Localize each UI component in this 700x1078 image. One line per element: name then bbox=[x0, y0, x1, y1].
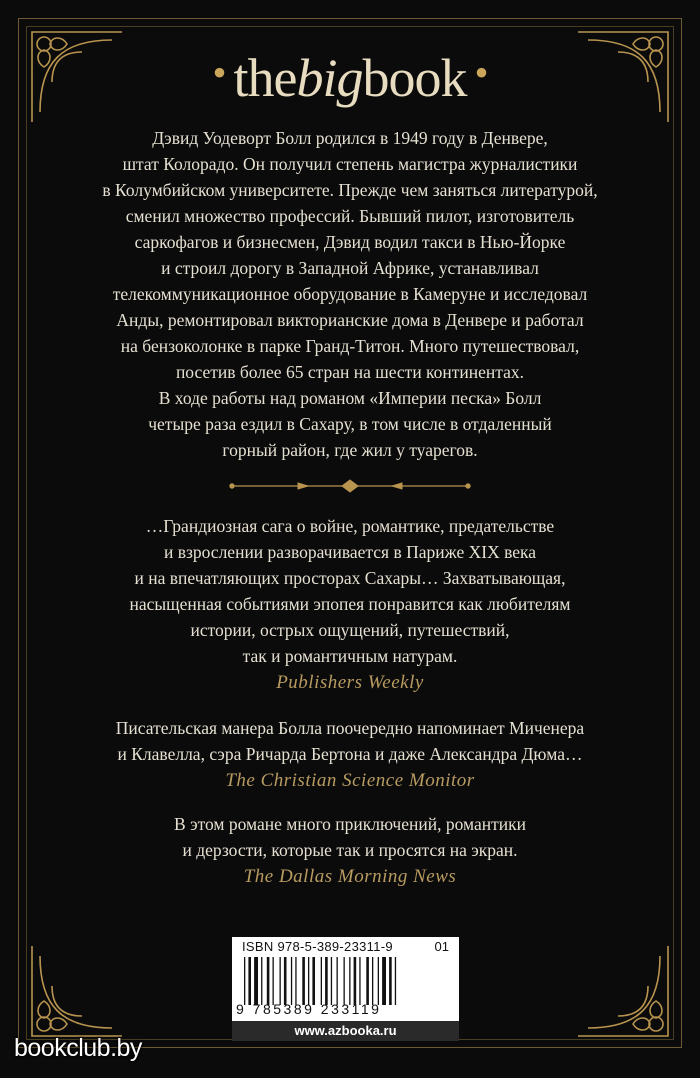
logo-big: big bbox=[296, 48, 363, 108]
barcode-digits: 9 785389 233119 bbox=[236, 1001, 382, 1017]
bio-line: четыре раза ездил в Сахару, в том числе в отдаленный bbox=[148, 414, 552, 434]
quote-line: В этом романе много приключений, романтики bbox=[174, 814, 526, 834]
bio-line: и строил дорогу в Западной Африке, устанавливал bbox=[161, 258, 539, 278]
corner-ornament-icon bbox=[568, 936, 678, 1046]
corner-ornament-icon bbox=[22, 936, 132, 1046]
quote-line: …Грандиозная сага о войне, романтике, предательстве bbox=[145, 516, 555, 536]
isbn-addon: 01 bbox=[434, 939, 449, 954]
bio-line: В ходе работы над романом «Империи песка» Болл bbox=[158, 388, 542, 408]
quote-line: истории, острых ощущений, путешествий, bbox=[190, 620, 510, 640]
quote-line: и дерзости, которые так и просятся на экран. bbox=[182, 840, 518, 860]
quote-line: и Клавелла, сэра Ричарда Бертона и даже Александра Дюма… bbox=[117, 744, 583, 764]
divider-ornament-icon bbox=[228, 479, 472, 493]
review-quote bbox=[0, 715, 700, 795]
logo-dot-icon: • bbox=[474, 50, 488, 95]
logo-prefix: the bbox=[233, 48, 297, 108]
quote-line: и взрослении разворачивается в Париже XIX века bbox=[163, 542, 537, 562]
bio-line: телекоммуникационное оборудование в Камеруне и исследовал bbox=[112, 284, 588, 304]
isbn-barcode bbox=[232, 937, 459, 1041]
logo-dot-icon: • bbox=[212, 50, 226, 95]
bio-line: саркофагов и бизнесмен, Дэвид водил такси в Нью-Йорке bbox=[134, 232, 566, 252]
quote-line: так и романтичным натурам. bbox=[242, 646, 458, 666]
logo-suffix: book bbox=[362, 48, 467, 108]
quote-line: насыщенная событиями эпопея понравится как любителям bbox=[129, 594, 571, 614]
bio-line: Анды, ремонтировал викторианские дома в Денвере и работал bbox=[116, 310, 584, 330]
bio-line: в Колумбийском университете. Прежде чем заняться литературой, bbox=[102, 180, 598, 200]
review-quote bbox=[0, 513, 700, 697]
bio-line: горный район, где жил у туарегов. bbox=[222, 440, 478, 460]
bio-line: сменил множество профессий. Бывший пилот, изготовитель bbox=[125, 206, 575, 226]
quote-source: The Christian Science Monitor bbox=[225, 770, 475, 791]
bio-line: на бензоколонке в парке Гранд-Титон. Много путешествовал, bbox=[120, 336, 580, 356]
author-bio bbox=[0, 125, 700, 463]
barcode-icon bbox=[240, 957, 451, 1005]
isbn-text: ISBN 978-5-389-23311-9 bbox=[242, 939, 393, 954]
quote-line: и на впечатляющих просторах Сахары… Захватывающая, bbox=[134, 568, 566, 588]
bio-line: штат Колорадо. Он получил степень магистра журналистики bbox=[122, 154, 578, 174]
quote-line: Писательская манера Болла поочередно напоминает Миченера bbox=[115, 718, 585, 738]
quote-source: The Dallas Morning News bbox=[243, 866, 457, 887]
bio-line: посетив более 65 стран на шести континентах. bbox=[175, 362, 525, 382]
review-quote bbox=[0, 811, 700, 891]
series-logo bbox=[0, 38, 700, 113]
publisher-website: www.azbooka.ru bbox=[232, 1021, 459, 1041]
bio-line: Дэвид Уодеворт Болл родился в 1949 году в Денвере, bbox=[152, 128, 548, 148]
quote-source: Publishers Weekly bbox=[276, 672, 424, 693]
watermark: bookclub.by bbox=[14, 1034, 142, 1062]
